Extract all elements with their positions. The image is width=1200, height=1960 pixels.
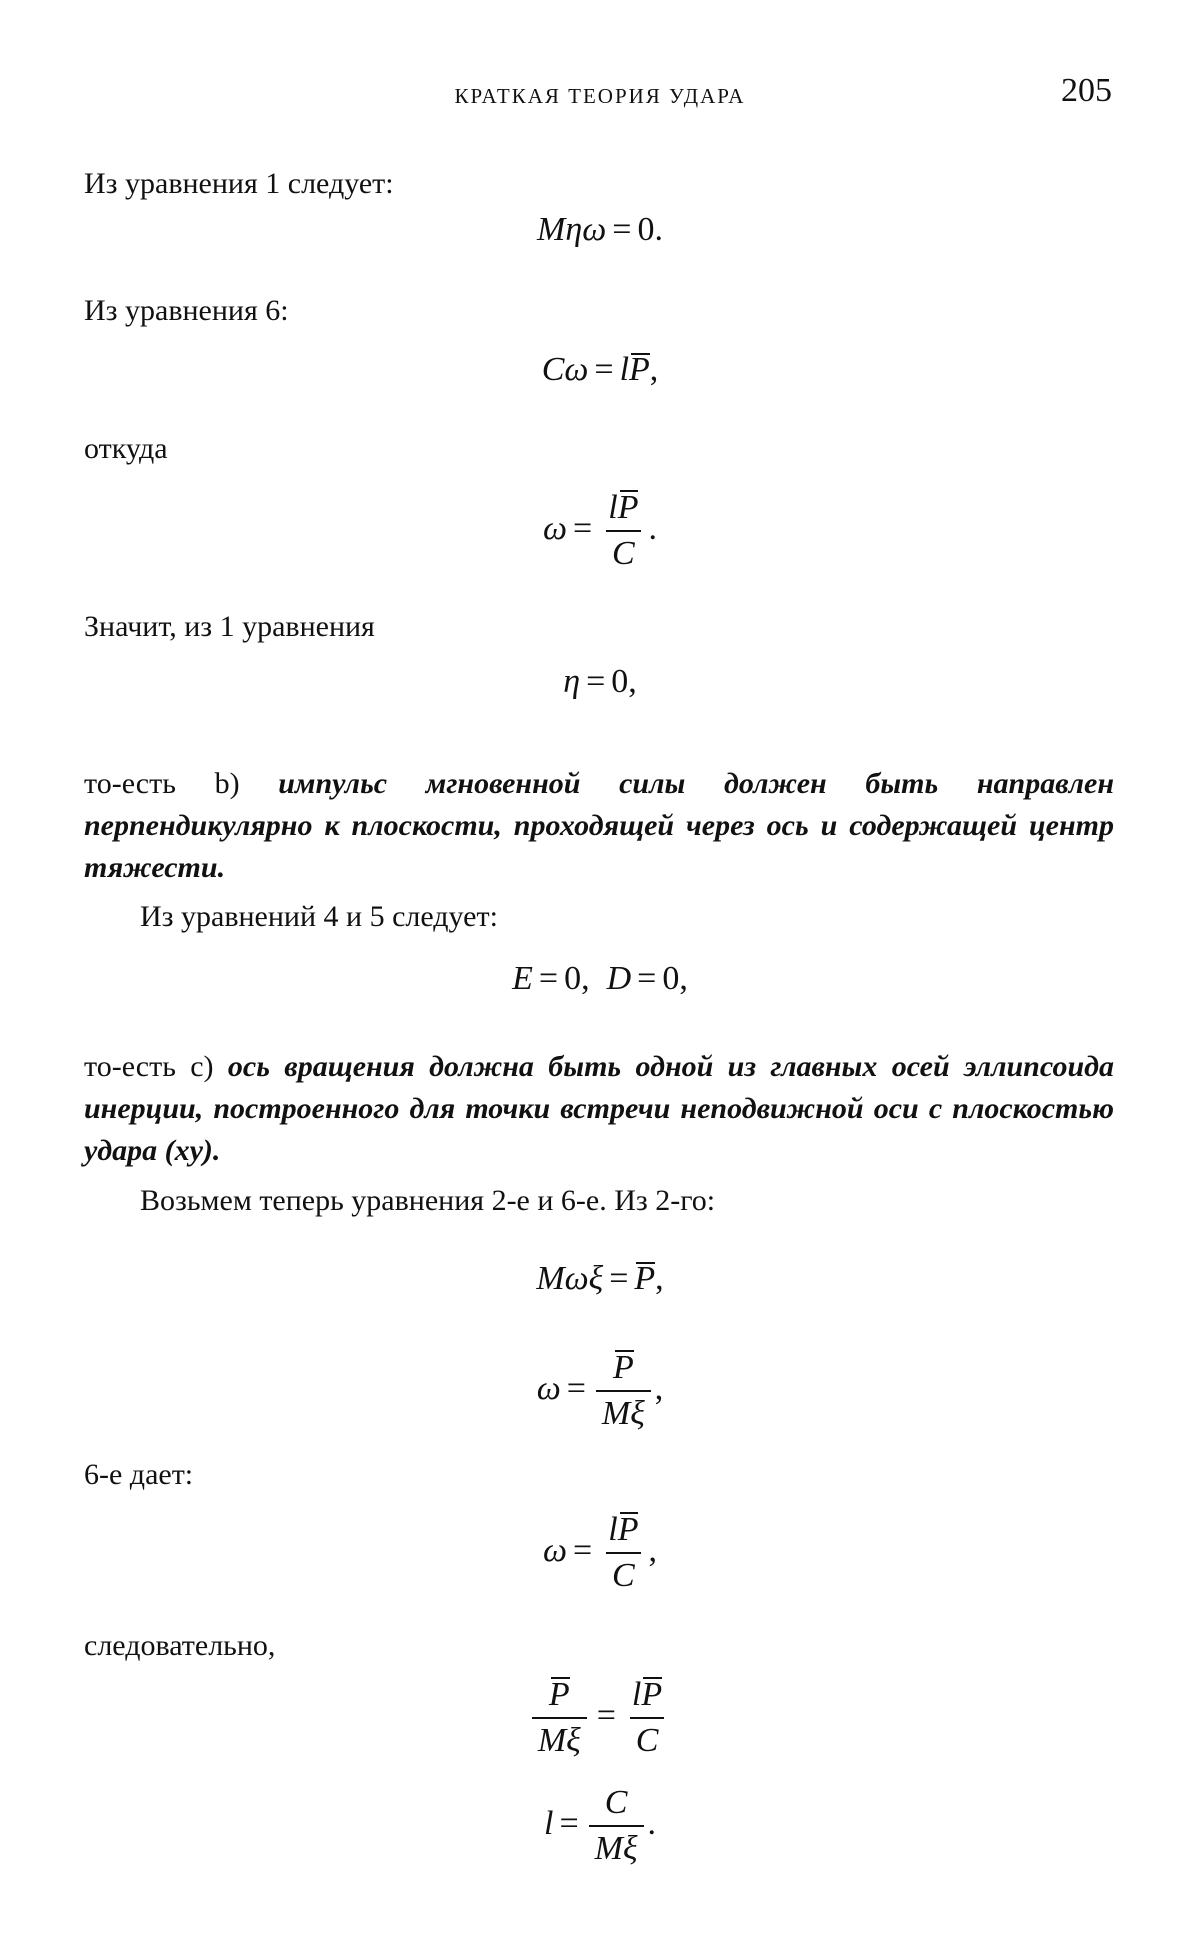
paragraph-b-emphasis: импульс мгновенной силы должен быть направлен перпендикулярно к плоскости, проходящей через ось и содержащей центр тяжести.: [84, 767, 1114, 884]
eq4-rhs: 0: [611, 663, 629, 700]
eq2-end: ,: [649, 351, 659, 388]
paragraph-c-prefix: то-есть с): [84, 1050, 214, 1083]
eq3-end: .: [648, 509, 657, 547]
eq9-left-den: Mξ: [532, 1717, 587, 1761]
eq1-rhs: 0: [637, 211, 655, 248]
text-line-3: откуда: [84, 432, 168, 465]
equation-6: Mωξ = P,: [536, 1260, 664, 1297]
paragraph-c-emphasis: ось вращения должна быть одной из главных осей эллипсоида инерции, построенного для точки встречи неподвижной оси с плоскостью удара (xy).: [84, 1050, 1115, 1167]
eq6-end: ,: [655, 1260, 664, 1297]
equation-10: l = $\frac{C}{M\xi}$ .: [543, 1784, 657, 1867]
eq10-den: Mξ: [589, 1825, 644, 1869]
eq1-lhs: Mηω: [537, 211, 607, 248]
eq9-right-fraction: [626, 1675, 668, 1761]
equation-9: $\frac{P}{M\xi}$ = $\frac{lP}{C}$: [0, 1675, 1200, 1761]
eq7-fraction: [596, 1348, 651, 1434]
equation-5: E = 0, D = 0,: [512, 960, 688, 997]
paragraph-c: [84, 1046, 1114, 1172]
eq2-rhs-l: l: [619, 351, 630, 388]
text-line-5: Из уравнений 4 и 5 следует:: [140, 900, 498, 933]
eq3-num-p: P: [617, 489, 639, 526]
eq5-end: ,: [679, 960, 688, 997]
eq1-end: .: [654, 211, 663, 248]
text-line-1: Из уравнения 1 следует:: [84, 167, 394, 200]
eq8-num-l: l: [608, 1511, 618, 1548]
paragraph-b-prefix: то-есть b): [84, 767, 240, 800]
running-title: КРАТКАЯ ТЕОРИЯ УДАРА: [454, 84, 746, 108]
eq5-a: E: [512, 960, 533, 997]
text-line-2: Из уравнения 6:: [84, 294, 289, 327]
eq7-den: Mξ: [596, 1390, 651, 1434]
eq7-num-p: P: [612, 1349, 634, 1386]
equation-3: ω = $\frac{lP}{C}$ .: [543, 489, 657, 572]
eq9-left-num: P: [548, 1676, 570, 1713]
eq5-b: D: [606, 960, 632, 997]
eq4-end: ,: [628, 663, 637, 700]
eq5-a-val: 0: [564, 960, 582, 997]
text-line-8: следовательно,: [84, 1629, 276, 1662]
eq3-fraction: [602, 488, 644, 574]
eq3-den: C: [606, 530, 641, 574]
eq8-lhs: ω: [543, 1531, 568, 1569]
eq7-lhs: ω: [536, 1369, 561, 1407]
eq9-right-num-p: P: [641, 1676, 663, 1713]
eq5-sep: ,: [581, 960, 590, 997]
text-line-6: Возьмем теперь уравнения 2-е и 6-е. Из 2-го:: [140, 1184, 716, 1217]
eq2-lhs: Cω: [541, 351, 589, 388]
equation-7: ω = $\frac{P}{M\xi}$ ,: [536, 1349, 664, 1432]
eq10-num: C: [604, 1784, 628, 1821]
equation-8: ω = $\frac{lP}{C}$ ,: [543, 1511, 657, 1594]
eq4-lhs: η: [563, 663, 581, 700]
eq6-lhs: Mωξ: [536, 1260, 604, 1297]
eq3-num-l: l: [608, 489, 618, 526]
eq8-den: C: [606, 1552, 641, 1596]
page-number: 205: [1061, 72, 1112, 109]
equation-2: Cω = lP,: [541, 351, 659, 388]
text-line-7: 6-е дает:: [84, 1458, 194, 1491]
eq10-end: .: [647, 1804, 657, 1842]
eq8-num-p: P: [617, 1511, 639, 1548]
eq9-right-den: C: [630, 1717, 665, 1761]
eq10-fraction: [589, 1783, 644, 1869]
eq8-end: ,: [648, 1531, 657, 1569]
eq8-fraction: [602, 1510, 644, 1596]
eq3-lhs: ω: [543, 509, 568, 547]
paragraph-b: [84, 763, 1114, 889]
eq2-rhs-p: P: [629, 351, 650, 388]
equation-4: η = 0,: [563, 663, 637, 700]
eq6-rhs-p: P: [634, 1260, 656, 1297]
eq10-lhs: l: [543, 1804, 554, 1842]
equation-1: Mηω = 0.: [537, 211, 663, 248]
eq9-right-num-l: l: [631, 1676, 642, 1713]
eq7-end: ,: [654, 1369, 664, 1407]
eq5-b-val: 0: [662, 960, 680, 997]
text-line-4: Значит, из 1 уравнения: [84, 610, 375, 643]
eq9-left-fraction: [532, 1675, 587, 1761]
